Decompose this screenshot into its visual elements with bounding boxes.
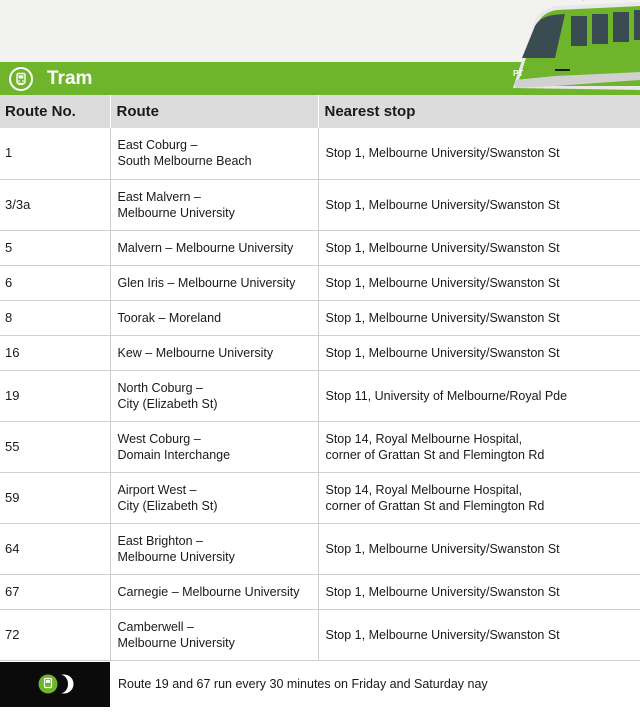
column-header-route-no: Route No. [0,95,110,128]
nearest-stop: Stop 11, University of Melbourne/Royal Pde [318,370,640,421]
route-name: North Coburg – City (Elizabeth St) [110,370,318,421]
footer-icon-cell [0,662,110,707]
table-row [0,179,640,230]
nearest-stop: Stop 1, Melbourne University/Swanston St [318,574,640,609]
route-name: West Coburg – Domain Interchange [110,421,318,472]
route-name: Malvern – Melbourne University [110,230,318,265]
nearest-stop: Stop 1, Melbourne University/Swanston St [318,128,640,179]
tram-illustration [495,0,640,95]
table-row [0,265,640,300]
route-number: 3/3a [0,179,110,230]
tram-livery-label: PT [513,69,524,78]
nearest-stop: Stop 1, Melbourne University/Swanston St [318,265,640,300]
route-name: Airport West – City (Elizabeth St) [110,472,318,523]
route-name: East Coburg – South Melbourne Beach [110,128,318,179]
nearest-stop: Stop 14, Royal Melbourne Hospital, corner of Grattan St and Flemington Rd [318,472,640,523]
route-name: East Malvern – Melbourne University [110,179,318,230]
nearest-stop: Stop 1, Melbourne University/Swanston St [318,609,640,660]
table-row [0,609,640,660]
section-title: Tram [47,68,93,89]
route-number: 1 [0,128,110,179]
footer-note: Route 19 and 67 run every 30 minutes on Friday and Saturday nay [118,677,488,691]
night-tram-icon [0,662,110,707]
column-header-nearest-stop: Nearest stop [318,95,640,128]
route-name: Glen Iris – Melbourne University [110,265,318,300]
column-header-route: Route [110,95,318,128]
route-name: Camberwell – Melbourne University [110,609,318,660]
route-number: 72 [0,609,110,660]
route-name: East Brighton – Melbourne University [110,523,318,574]
route-number: 64 [0,523,110,574]
table-row [0,370,640,421]
table-row [0,523,640,574]
table-row [0,335,640,370]
route-name: Kew – Melbourne University [110,335,318,370]
footer-note-bar [0,662,640,707]
table-row [0,230,640,265]
route-number: 8 [0,300,110,335]
route-number: 59 [0,472,110,523]
nearest-stop: Stop 1, Melbourne University/Swanston St [318,179,640,230]
table-row [0,421,640,472]
table-row [0,128,640,179]
route-number: 6 [0,265,110,300]
routes-table [0,95,640,661]
table-header-row [0,95,640,128]
nearest-stop: Stop 14, Royal Melbourne Hospital, corner of Grattan St and Flemington Rd [318,421,640,472]
tram-icon [9,67,33,91]
route-number: 5 [0,230,110,265]
nearest-stop: Stop 1, Melbourne University/Swanston St [318,335,640,370]
route-number: 55 [0,421,110,472]
route-name: Toorak – Moreland [110,300,318,335]
nearest-stop: Stop 1, Melbourne University/Swanston St [318,300,640,335]
route-number: 67 [0,574,110,609]
nearest-stop: Stop 1, Melbourne University/Swanston St [318,523,640,574]
route-name: Carnegie – Melbourne University [110,574,318,609]
route-number: 16 [0,335,110,370]
nearest-stop: Stop 1, Melbourne University/Swanston St [318,230,640,265]
table-row [0,300,640,335]
route-number: 19 [0,370,110,421]
table-row [0,472,640,523]
table-row [0,574,640,609]
